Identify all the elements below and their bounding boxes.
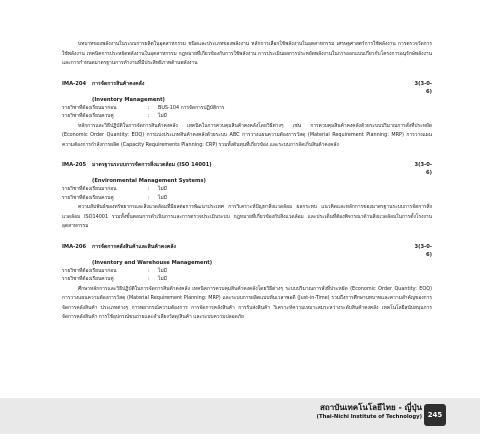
colon: : xyxy=(148,104,150,111)
course-title-th: การจัดการคลังสินค้าและสินค้าคงคลัง xyxy=(92,243,176,250)
prerequisite-row xyxy=(62,267,432,276)
course-title-th: มาตรฐานระบบการจัดการสิ่งแวดล้อม (ISO 14001) xyxy=(92,162,212,168)
prerequisite-row xyxy=(62,104,432,113)
colon: : xyxy=(148,113,150,119)
course-description: หลักการและวิธีปฏิบัติในการจัดการสินค้าคงคลัง เทคนิคในการควบคุมสินค้าคงคลังโดยวิธีต่างๆ เช่น การควบคุมสินค้าคงคลังด้วยระบบปริมาณการสั่งที่ประหยัด (Economic Order Quantity: EOQ) การแบ่งประเภทสินค้าคงคลังด้วยระบบ ABC การวางแผนความต้องการวัสดุ (Material Requirement Planning: MRP) การวางแผนความต้องการกำลังการผลิต (Capacity Requirements Planning: CRP) รวมทั้งต้นทุนที่เกี่ยวข้อง และระบบการจัดเก็บสินค้าคงคลัง xyxy=(62,122,432,148)
course-code: IMA-206 xyxy=(62,243,87,250)
course-block xyxy=(62,243,432,323)
corequisite-label: รายวิชาที่ต้องเรียนควบคู่ xyxy=(62,194,114,201)
course-title-en: (Inventory and Warehouse Management) xyxy=(92,259,213,266)
intro-paragraph: บทบาทของพลังงานในระบบการผลิตในอุตสาหกรรม ชนิดและประเภทของพลังงาน หลักการเลือกใช้พลังงานในอุตสาหกรรม เศรษฐศาสตร์การใช้พลังงาน การตรวจวัดการใช้พลังงาน เทคนิคการประหยัดพลังงานในอุตสาหกรรม กฎหมายที่เกี่ยวข้องกับการใช้พลังงาน การประเมินผลการประหยัดพลังงานในการออกแบบเกี่ยวกับโครงการอนุรักษ์พลังงาน และการกำหนดมาตรฐานการทำงานที่มีประสิทธิภาพด้านพลังงาน xyxy=(62,41,432,66)
corequisite-label: รายวิชาที่ต้องเรียนควบคู่ xyxy=(62,113,114,119)
colon: : xyxy=(148,276,150,282)
corequisite-row xyxy=(62,275,432,284)
prerequisite-label: รายวิชาที่ต้องเรียนมาก่อน xyxy=(62,186,117,192)
corequisite-value: ไม่มี xyxy=(158,194,167,201)
course-title-en: (Environmental Management Systems) xyxy=(92,178,206,184)
course-code: IMA-205 xyxy=(62,162,87,168)
corequisite-row xyxy=(62,112,432,121)
footer-institute xyxy=(317,402,422,421)
course-block xyxy=(62,80,432,151)
course-description: ความสัมพันธ์ของทรัพยากรและสิ่งแวดล้อมที่มีผลต่อการพัฒนาประเทศ การวิเคราะห์ปัญหาสิ่งแวดล้อม ผลกระทบ แนวคิดและหลักการของมาตรฐานระบบการจัดการสิ่งแวดล้อม ISO14001 รวมทั้งขั้นตอนการดำเนินการและการตรวจประเมินระบบ กฎหมายที่เกี่ยวข้องกับสิ่งแวดล้อม และประเด็นที่ต้องพิจารณาด้านสิ่งแวดล้อมในการตั้งโรงงานอุตสาหกรรม xyxy=(62,204,432,229)
course-title-en: (Inventory Management) xyxy=(92,96,165,103)
page-content xyxy=(62,40,432,323)
corequisite-label: รายวิชาที่ต้องเรียนควบคู่ xyxy=(62,276,114,282)
corequisite-row xyxy=(62,194,432,203)
institute-name-th: สถาบันเทคโนโลยีไทย - ญี่ปุ่น xyxy=(319,403,422,412)
course-header xyxy=(62,161,432,177)
prerequisite-label: รายวิชาที่ต้องเรียนมาก่อน xyxy=(62,104,117,111)
course-header xyxy=(62,80,432,96)
prerequisite-value: ไม่มี xyxy=(158,267,167,274)
course-header xyxy=(62,243,432,259)
course-block xyxy=(62,161,432,232)
institute-name-en: (Thai-Nichi Institute of Technology) xyxy=(316,414,422,420)
course-credits: 3(3-0-6) xyxy=(414,162,432,176)
course-title-th: การจัดการสินค้าคงคลัง xyxy=(92,80,145,87)
course-credits: 3(3-0-6) xyxy=(414,243,432,258)
colon: : xyxy=(148,186,150,192)
prerequisite-value: ไม่มี xyxy=(158,186,167,192)
page-number: 245 xyxy=(424,404,446,426)
course-credits: 3(3-0-6) xyxy=(414,80,432,95)
course-description: ศึกษาหลักการและวิธีปฏิบัติในการจัดการสินค้าคงคลัง เทคนิคการควบคุมสินค้าคงคลังโดยวิธีต่างๆ ระบบปริมาณการสั่งที่ประหยัด (Economic Order Quantity: EOQ) การวางแผนความต้องการวัสดุ (Material Requirement Planning: MRP) และระบบการผลิตแบบทันเวลาพอดี (Just-in-Time) รวมถึงการศึกษาบทบาทและความสำคัญของการจัดการคลังสินค้า ประเภทต่างๆ การพยากรณ์ความต้องการ การจัดการคลังสินค้า การรับส่งสินค้า วิเคราะห์ความเหมาะสมระหว่างระดับสินค้าคงคลัง เทคโนโลยีสนับสนุนการจัดการคลังสินค้า การใช้อุปกรณ์ขนถ่ายและลำเลียงวัสดุ/สินค้า และระบบความปลอดภัย xyxy=(62,285,432,320)
course-code: IMA-204 xyxy=(62,80,87,87)
colon: : xyxy=(148,267,150,274)
prerequisite-label: รายวิชาที่ต้องเรียนมาก่อน xyxy=(62,267,117,274)
prerequisite-value: BUS-104 การจัดการปฏิบัติการ xyxy=(158,104,225,111)
corequisite-value: ไม่มี xyxy=(158,113,167,119)
colon: : xyxy=(148,194,150,201)
corequisite-value: ไม่มี xyxy=(158,276,167,282)
prerequisite-row xyxy=(62,185,432,194)
